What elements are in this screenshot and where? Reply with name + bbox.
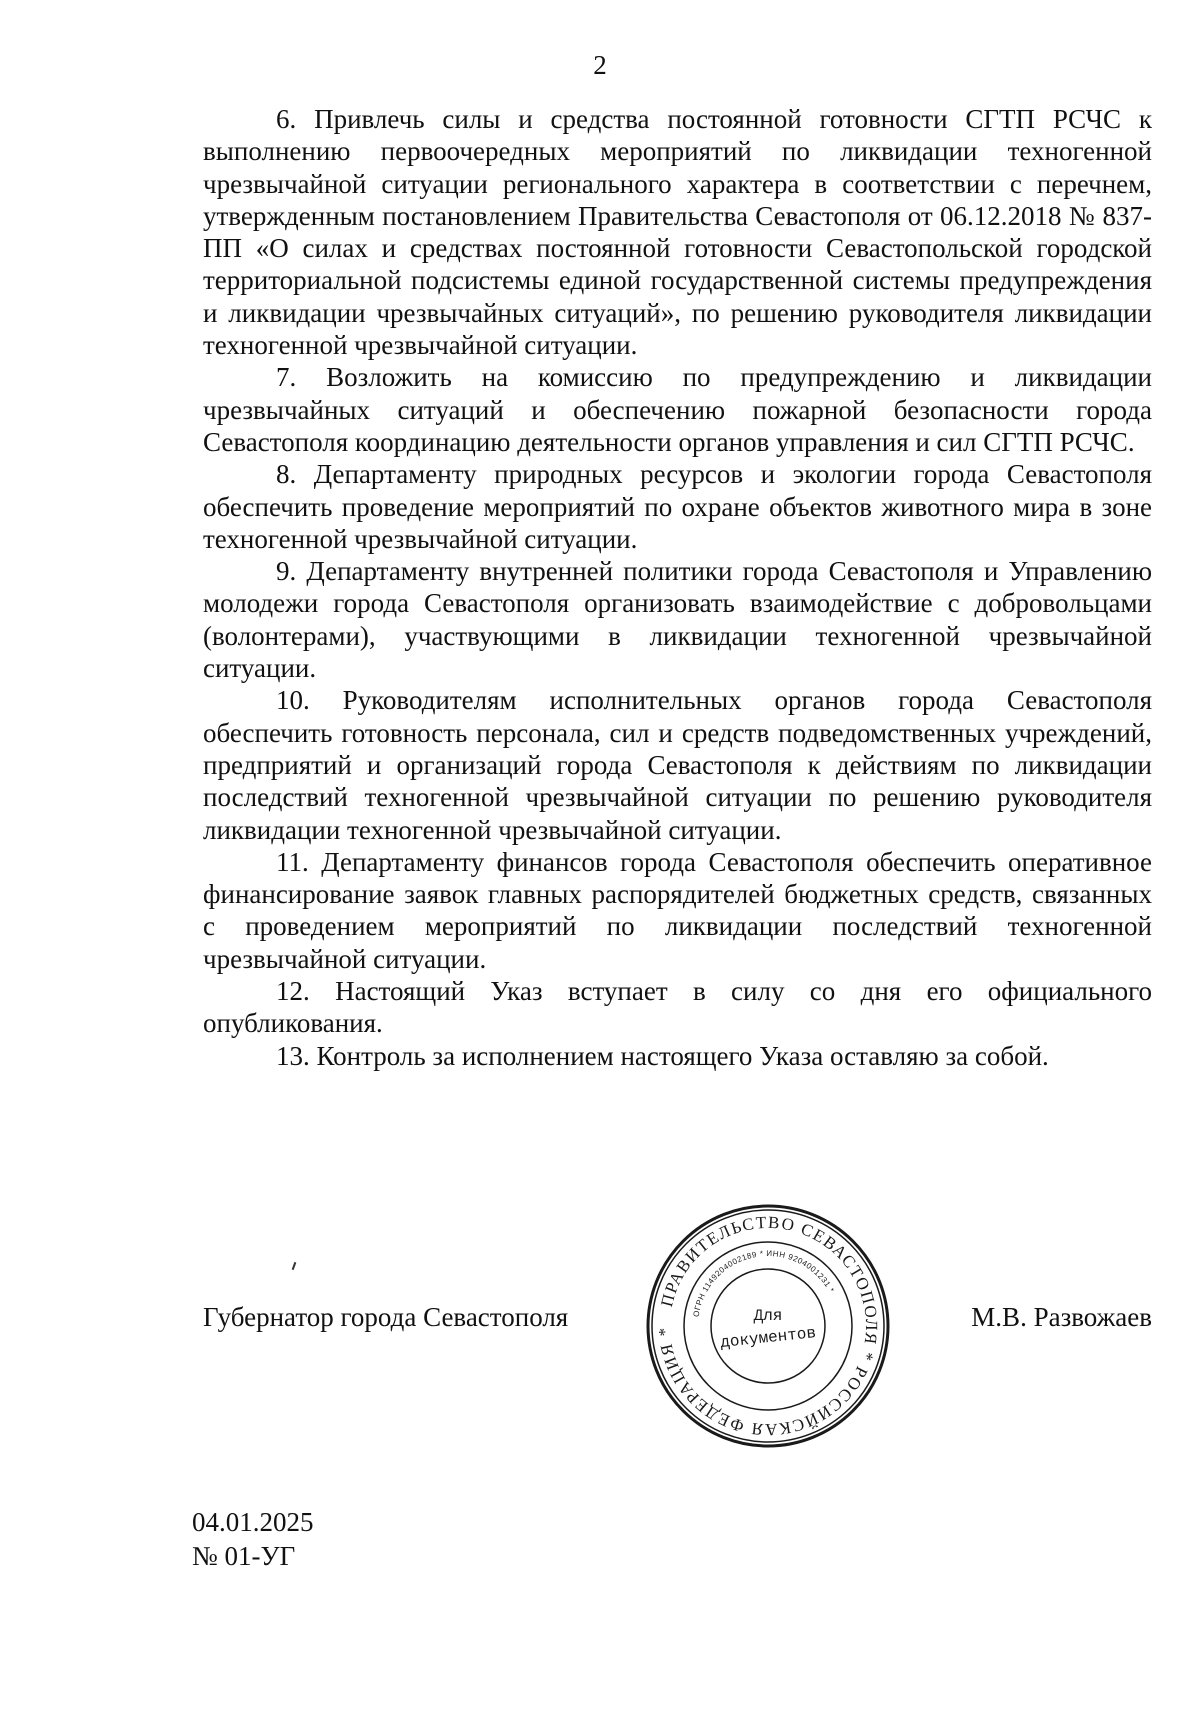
- seal-outer-text: ПРАВИТЕЛЬСТВО СЕВАСТОПОЛЯ * РОССИЙСКАЯ ФЕДЕРАЦИЯ *: [654, 1212, 882, 1440]
- signatory-name: М.В. Развожаев: [971, 1302, 1152, 1332]
- paragraph-7: 7. Возложить на комиссию по предупреждению и ликвидации чрезвычайных ситуаций и обеспечению пожарной безопасности города Севастополя координацию деятельности органов управления и сил СГТП РСЧС.: [203, 362, 1152, 457]
- paragraph-11: 11. Департаменту финансов города Севастополя обеспечить оперативное финансирование заявок главных распорядителей бюджетных средств, связанных с проведением мероприятий по ликвидации последствий техногенной чрезвычайной ситуации.: [203, 846, 1152, 974]
- seal-center-line-1: Для: [753, 1307, 783, 1325]
- seal-inner-text: ОГРН 1149204002189 * ИНН 9204001231 *: [691, 1248, 837, 1318]
- paragraph-9: 9. Департаменту внутренней политики города Севастополя и Управлению молодежи города Севастополя организовать взаимодействие с добровольцами (волонтерами), участвующими в ликвидации техногенной чрезвычайной ситуации.: [203, 556, 1152, 684]
- stray-pen-mark: [292, 1262, 297, 1270]
- paragraph-12: 12. Настоящий Указ вступает в силу со дня его официального опубликования.: [203, 976, 1152, 1039]
- paragraph-8: 8. Департаменту природных ресурсов и экологии города Севастополя обеспечить проведение мероприятий по охране объектов животного мира в зоне техногенной чрезвычайной ситуации.: [203, 459, 1152, 554]
- page-number: 2: [593, 50, 607, 80]
- document-number: № 01-УГ: [192, 1541, 296, 1571]
- signatory-title: Губернатор города Севастополя: [203, 1302, 569, 1332]
- official-seal: [644, 1202, 892, 1450]
- seal-center-line-2: документов: [719, 1324, 817, 1352]
- paragraph-10: 10. Руководителям исполнительных органов города Севастополя обеспечить готовность персонала, сил и средств подведомственных учреждений, предприятий и организаций города Севастополя к действиям по ликвидации последствий техногенной чрезвычайной ситуации по решению руководителя ликвидации техногенной чрезвычайной ситуации.: [203, 685, 1152, 845]
- decree-body: [203, 103, 1152, 1072]
- document-date: 04.01.2025: [192, 1507, 314, 1537]
- paragraph-6: 6. Привлечь силы и средства постоянной готовности СГТП РСЧС к выполнению первоочередных мероприятий по ликвидации техногенной чрезвычайной ситуации регионального характера в соответствии с перечнем, утвержденным постановлением Правительства Севастополя от 06.12.2018 № 837-ПП «О силах и средствах постоянной готовности Севастопольской городской территориальной подсистемы единой государственной системы предупреждения и ликвидации чрезвычайных ситуаций», по решению руководителя ликвидации техногенной чрезвычайной ситуации.: [203, 104, 1152, 361]
- seal-graphic: [644, 1202, 892, 1450]
- paragraph-13: 13. Контроль за исполнением настоящего Указа оставляю за собой.: [276, 1040, 1049, 1071]
